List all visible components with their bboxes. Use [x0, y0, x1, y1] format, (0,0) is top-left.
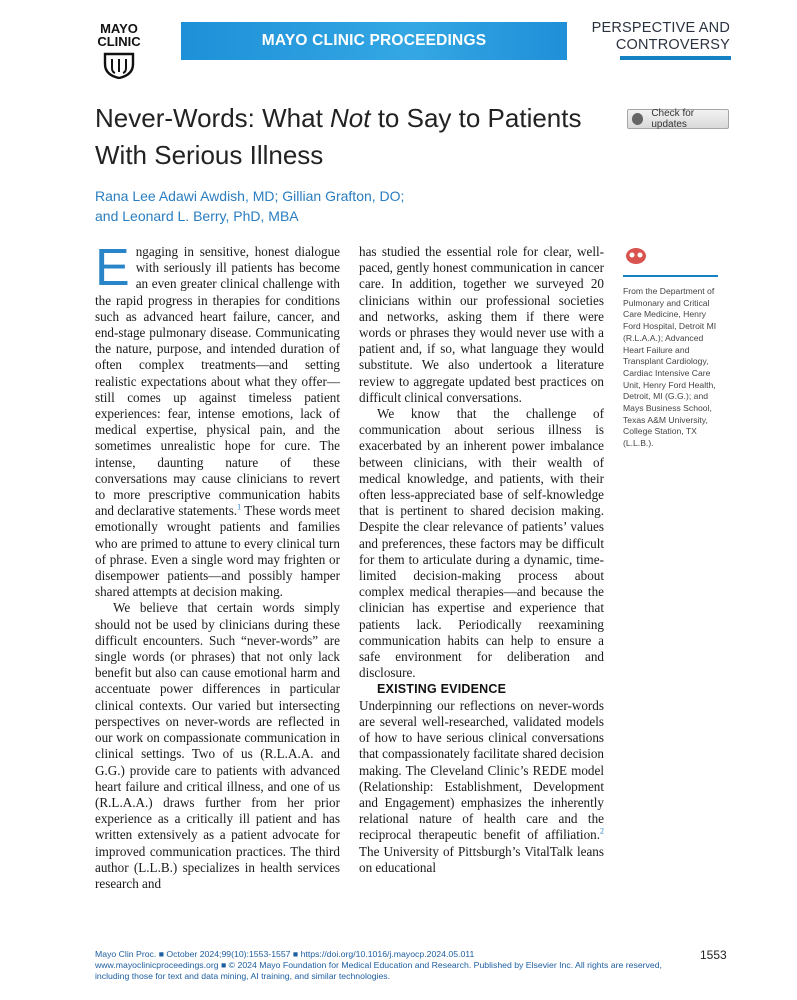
- mayo-clinic-logo: [94, 22, 144, 79]
- affiliation-rule: [623, 275, 718, 277]
- title-part1: Never-Words: What: [95, 103, 331, 133]
- reference-link-1[interactable]: 1: [237, 502, 242, 512]
- journal-banner: MAYO CLINIC PROCEEDINGS: [181, 22, 567, 60]
- logo-line1: MAYO: [100, 21, 138, 36]
- update-icon: [632, 113, 643, 125]
- body-column-left: [95, 239, 340, 892]
- paragraph-2: We believe that certain words simply should not be used by clinicians during these difficult encounters. Such “never-words” are single words (or phrases) that not only lack benefit but also can cause emotional harm and accentuate power differences in particular clinical contexts. Our varied but intersecting perspectives on never-words are reflected in our work on compassionate communication in clinical settings. Two of us (R.L.A.A. and G.G.) provide care to patients with advanced heart failure and critical illness, and one of us (R.L.A.A.) draws further from her prior experience as a critically ill patient and has written extensively as a patient advocate for improved communication practices. The third author (L.L.B.) specializes in health services research and: [95, 600, 340, 891]
- paragraph-3: We know that the challenge of communication about serious illness is exacerbated by an inherent power imbalance between clinicians, with their wealth of medical knowledge, and patients, with their often less-appreciated base of self-knowledge that is pertinent to shared decision making. Despite the clear relevance of patients’ values and preferences, these factors may be difficult for them to articulate during a dynamic, time-limited decision-making process about complex medical therapies—and because the clinician has expertise and experience that patients lack. Periodically reexamining communication habits can help to ensure a safe environment for deliberation and disclosure.: [359, 406, 604, 681]
- authors-line1: Rana Lee Adawi Awdish, MD; Gillian Grafton, DO;: [95, 188, 405, 204]
- section-heading: EXISTING EVIDENCE: [377, 682, 507, 697]
- check-for-updates-button[interactable]: [627, 109, 729, 129]
- body-column-right: [359, 244, 604, 876]
- footer-citation[interactable]: Mayo Clin Proc. ■ October 2024;99(10):1553-1557 ■ https://doi.org/10.1016/j.mayocp.2024.05.011: [95, 949, 475, 959]
- affiliation-note: From the Department of Pulmonary and Critical Care Medicine, Henry Ford Hospital, Detroit MI (R.L.A.A.); Advanced Heart Failure and Transplant Cardiology, Cardiac Intensive Care Unit, Henry Ford Health, Detroit, MI (G.G.); and Mays Business School, Texas A&M University, College Station, TX (L.L.B.).: [623, 286, 717, 449]
- page-number: 1553: [700, 948, 727, 962]
- check-updates-label: Check for updates: [651, 108, 695, 130]
- shield-logo-icon: [102, 51, 136, 79]
- logo-line2: CLINIC: [97, 34, 141, 49]
- article-title: [95, 100, 615, 174]
- drop-cap: E: [95, 239, 130, 297]
- footer-rights: including those for text and data mining, AI training, and similar technologies.: [95, 971, 391, 981]
- authors-line2: and Leonard L. Berry, PhD, MBA: [95, 208, 299, 224]
- affiliation-icon: [625, 247, 647, 265]
- page-footer: [95, 949, 705, 982]
- title-part2: to Say to Patients With Serious Illness: [95, 103, 582, 170]
- title-emphasis: Not: [330, 103, 371, 133]
- author-list: [95, 186, 475, 226]
- section-line2: CONTROVERSY: [615, 37, 730, 53]
- paragraph-1: [95, 239, 340, 600]
- paragraph-1-end: These words meet emotionally wrought patients and families who are primed to attune to every clinical turn of phrase. Even a single word may frighten or disempower patients—and possibly hamper shared attempts at decision making.: [95, 503, 340, 600]
- paragraph-4-end: The University of Pittsburgh’s VitalTalk leans on educational: [359, 843, 604, 875]
- section-underline: [620, 56, 731, 60]
- paragraph-4: [359, 698, 604, 876]
- paragraph-2-continued: has studied the essential role for clear, well-paced, gently honest communication in cancer care. In addition, together we surveyed 20 clinicians within our professional societies and networks, asking them if there were words or phrases they would never use with a patient and, if so, what language they would substitute. We also undertook a literature review to aggregate updated best practices on difficult clinical conversations.: [359, 244, 604, 405]
- reference-link-2[interactable]: 2: [600, 826, 604, 836]
- section-line1: PERSPECTIVE AND: [591, 20, 730, 36]
- paragraph-4-text: Underpinning our reflections on never-words are several well-researched, validated models of how to have serious clinical conversations that compassionately facilitate shared decision making. The Cleveland Clinic’s REDE model (Relationship: Establishment, Development and Engagement) emphasizes the inherently relational nature of health care and the reciprocal therapeutic benefit of affiliation.: [359, 697, 604, 843]
- footer-copyright: www.mayoclinicproceedings.org ■ © 2024 Mayo Foundation for Medical Education and Research. Published by Elsevier Inc. All rights are reserved,: [95, 960, 662, 970]
- section-label: [590, 20, 730, 54]
- paragraph-1-text: ngaging in sensitive, honest dialogue with seriously ill patients has become an even greater clinical challenge with the rapid progress in therapies for conditions such as advanced heart failure, cancer, and end-stage pulmonary disease. Communicating the nature, purpose, and intended duration of often complex treatments—and setting realistic expectations about what they offer—still comes up against timeless patient experiences: fear, intense emotions, lack of medical expertise, physical pain, and the sometimes unrealistic hope for cure. The intense, daunting nature of these conversations may cause clinicians to revert to more prescriptive communication habits and declarative statements.: [95, 244, 340, 519]
